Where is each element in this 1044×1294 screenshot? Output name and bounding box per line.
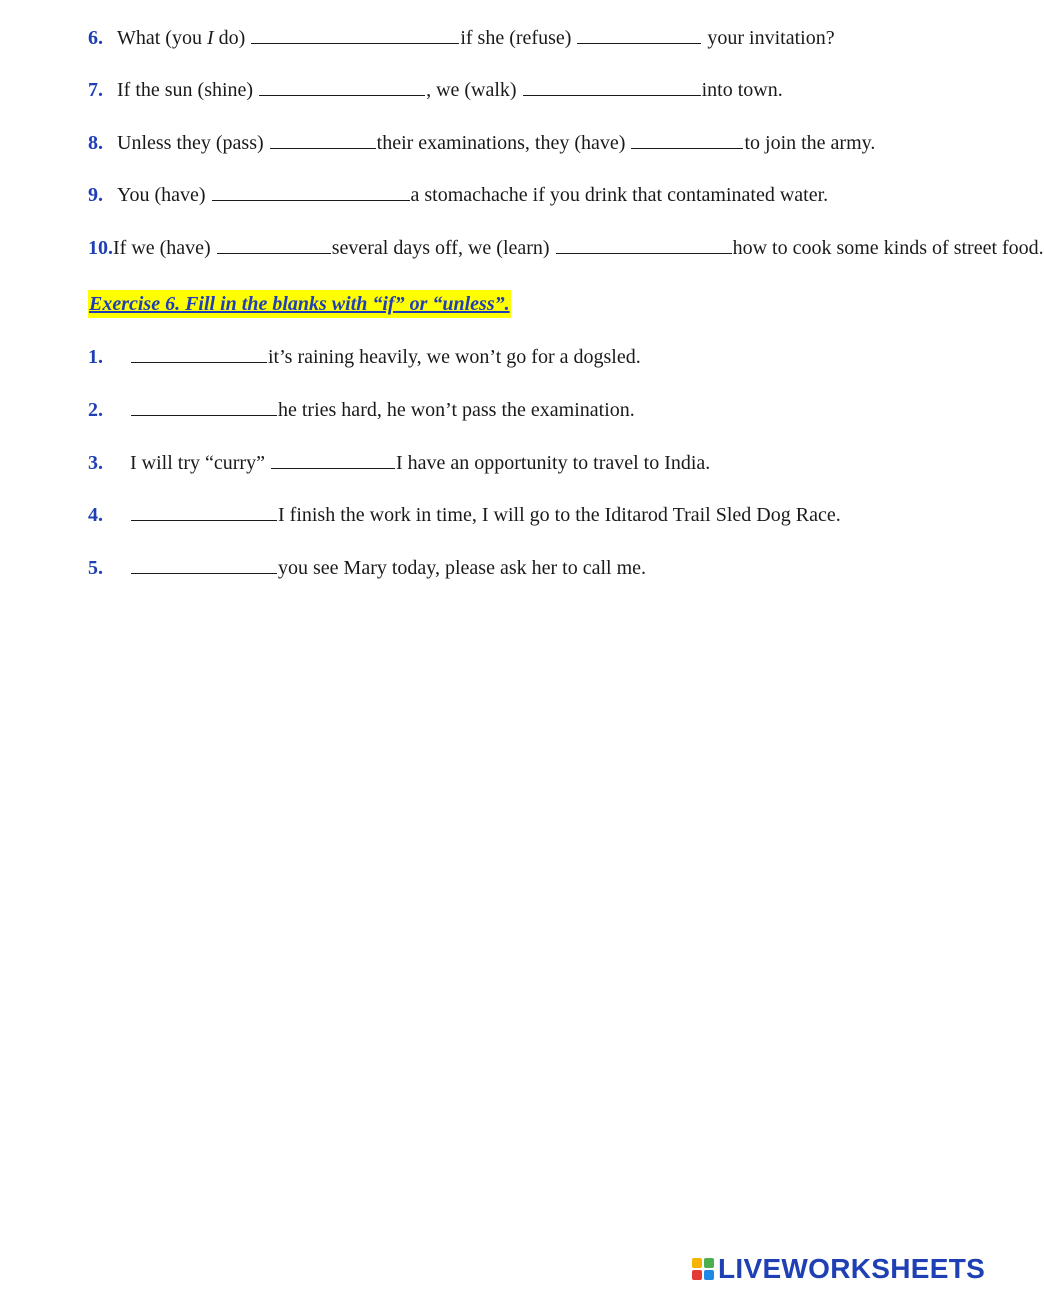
question-6: 6. What (you I do) if she (refuse) your invitation?: [88, 24, 968, 52]
answer-blank[interactable]: [271, 449, 395, 469]
exercise6-question-3: 3. I will try “curry” I have an opportunity to travel to India.: [88, 449, 968, 477]
answer-input[interactable]: [217, 239, 331, 258]
answer-input[interactable]: [270, 134, 376, 153]
answer-blank[interactable]: [212, 181, 410, 201]
exercise6-question-5: 5. you see Mary today, please ask her to call me.: [88, 554, 968, 582]
answer-blank[interactable]: [131, 343, 267, 363]
answer-blank[interactable]: [259, 76, 425, 96]
answer-blank[interactable]: [523, 76, 701, 96]
answer-input[interactable]: [131, 401, 277, 420]
question-number: 8.: [88, 132, 103, 154]
question-9: 9. You (have) a stomachache if you drink that contaminated water.: [88, 181, 968, 209]
question-10: 10.If we (have) several days off, we (learn) how to cook some kinds of street food.: [88, 234, 968, 262]
answer-blank[interactable]: [217, 234, 331, 254]
answer-input[interactable]: [131, 348, 267, 367]
question-number: 10.: [88, 237, 113, 259]
logo-tile: [704, 1258, 714, 1268]
logo-tile: [692, 1258, 702, 1268]
answer-input[interactable]: [523, 81, 701, 100]
exercise6-question-4: 4. I finish the work in time, I will go to the Iditarod Trail Sled Dog Race.: [88, 501, 968, 529]
question-8: 8. Unless they (pass) their examinations, they (have) to join the army.: [88, 129, 968, 157]
liveworksheets-logo-icon: [692, 1258, 714, 1280]
answer-input[interactable]: [259, 81, 425, 100]
logo-tile: [704, 1270, 714, 1280]
question-number: 5.: [88, 557, 103, 579]
exercise6-question-2: 2. he tries hard, he won’t pass the examination.: [88, 396, 968, 424]
exercise6-question-1: 1. it’s raining heavily, we won’t go for a dogsled.: [88, 343, 968, 371]
question-7: 7. If the sun (shine) , we (walk) into town.: [88, 76, 968, 104]
answer-blank[interactable]: [251, 24, 459, 44]
question-number: 2.: [88, 399, 103, 421]
answer-blank[interactable]: [556, 234, 732, 254]
liveworksheets-logo: [692, 1254, 985, 1284]
answer-blank[interactable]: [131, 396, 277, 416]
logo-tile: [692, 1270, 702, 1280]
question-number: 6.: [88, 27, 103, 49]
question-number: 4.: [88, 504, 103, 526]
answer-input[interactable]: [212, 186, 410, 205]
answer-blank[interactable]: [270, 129, 376, 149]
question-number: 7.: [88, 79, 103, 101]
answer-input[interactable]: [131, 506, 277, 525]
question-number: 9.: [88, 184, 103, 206]
answer-input[interactable]: [577, 29, 701, 48]
question-number: 1.: [88, 346, 103, 368]
answer-blank[interactable]: [131, 501, 277, 521]
question-number: 3.: [88, 452, 103, 474]
logo-text: LIVEWORKSHEETS: [718, 1253, 986, 1284]
answer-blank[interactable]: [631, 129, 743, 149]
answer-blank[interactable]: [131, 554, 277, 574]
answer-input[interactable]: [631, 134, 743, 153]
answer-blank[interactable]: [577, 24, 701, 44]
exercise-6-heading: Exercise 6. Fill in the blanks with “if” or “unless”.: [88, 290, 511, 318]
answer-input[interactable]: [271, 454, 395, 473]
answer-input[interactable]: [251, 29, 459, 48]
answer-input[interactable]: [131, 559, 277, 578]
answer-input[interactable]: [556, 239, 732, 258]
